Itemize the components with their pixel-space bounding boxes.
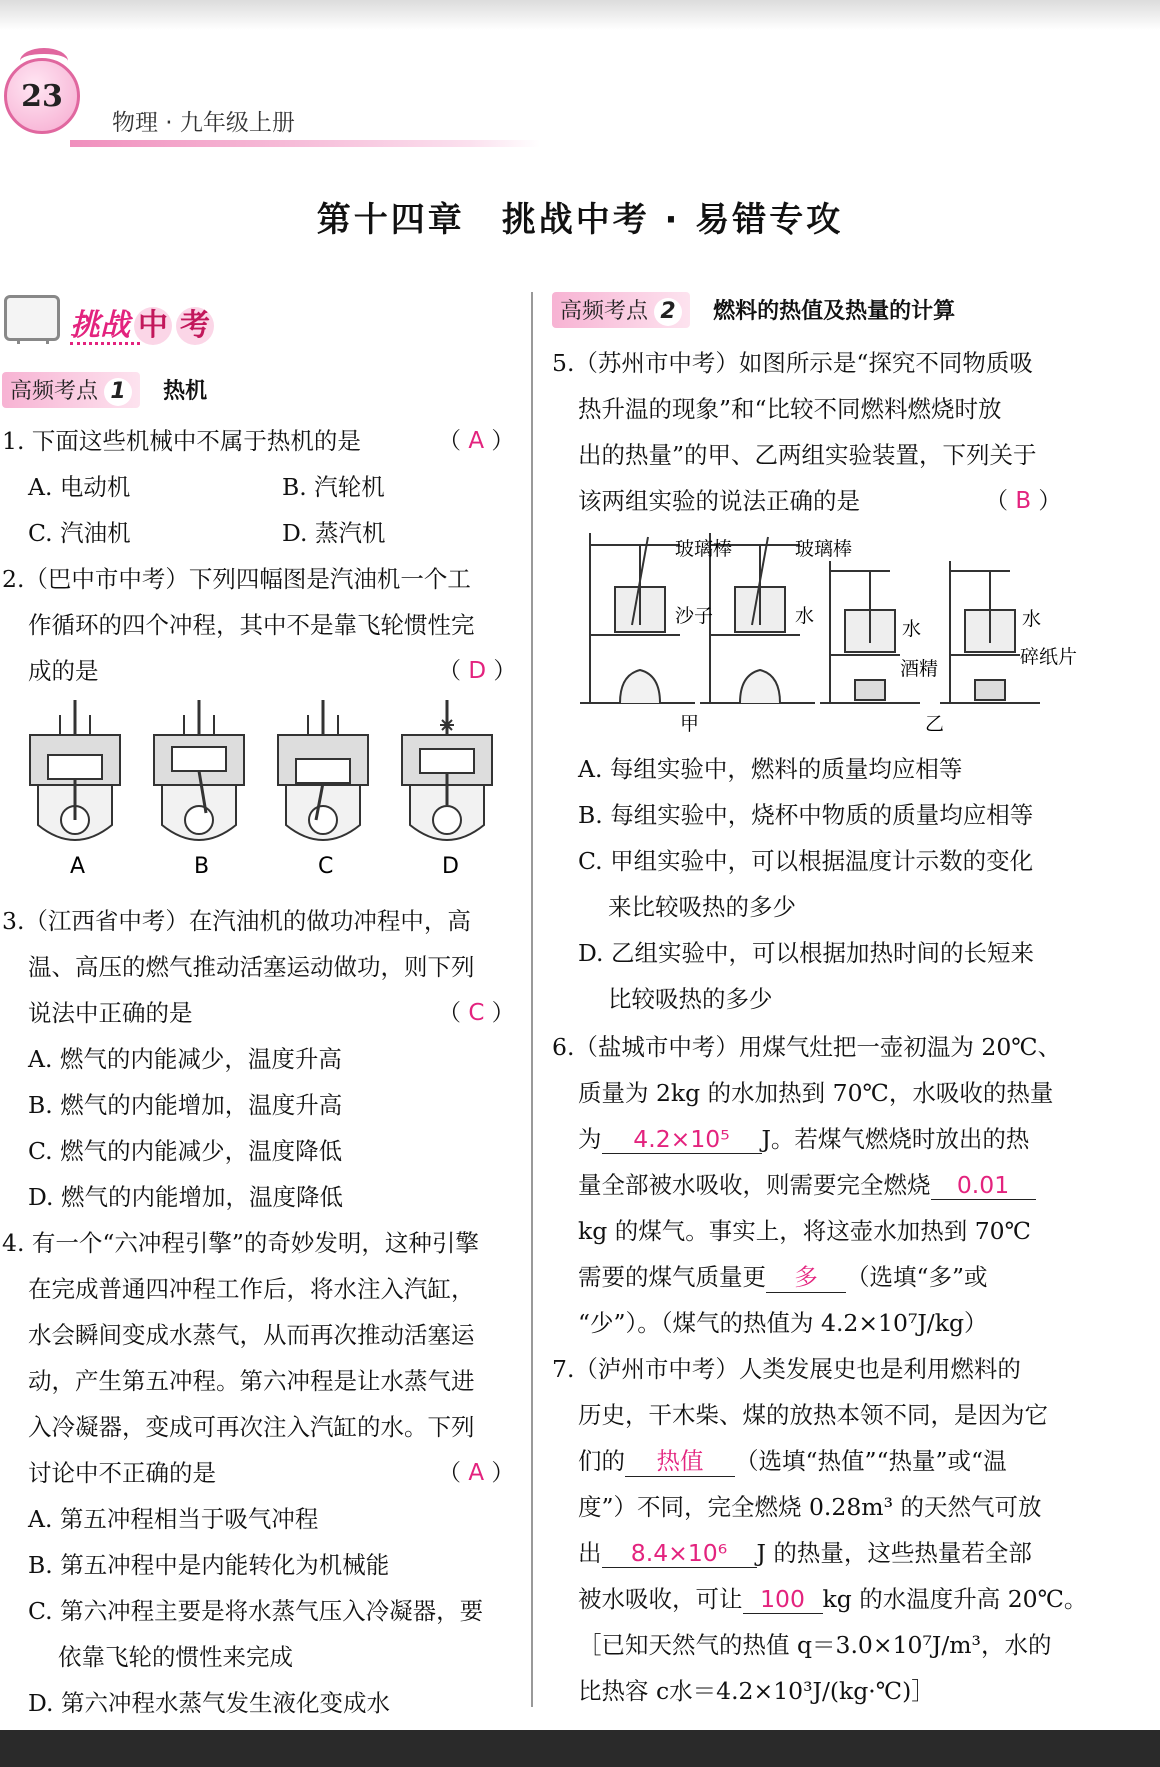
q4-option-c: C. 第六冲程主要是将水蒸气压入冷凝器，要 [28, 1597, 484, 1625]
q3-line-1: 3.（江西省中考）在汽油机的做功冲程中，高 [2, 907, 471, 935]
header-rule [70, 140, 540, 147]
q7-line-5 [578, 1534, 1032, 1568]
q6-line-2: 质量为 2kg 的水加热到 70℃，水吸收的热量 [578, 1079, 1054, 1107]
engine-a [30, 700, 120, 840]
column-divider [531, 292, 533, 1707]
q4-line-6: 讨论中不正确的是 [28, 1459, 216, 1487]
q5-option-d: D. 乙组实验中，可以根据加热时间的长短来 [578, 939, 1034, 967]
label-group-yi: 乙 [925, 713, 945, 735]
page-number-badge [4, 58, 80, 134]
q7-line-3-post: （选填“热值”“热量”或“温 [735, 1447, 1007, 1475]
q4-option-b: B. 第五冲程中是内能转化为机械能 [28, 1551, 390, 1579]
q7-line-3-pre: 们的 [578, 1447, 625, 1475]
label-water-2: 水 [902, 618, 922, 640]
q2-line-3: 成的是 [28, 657, 99, 685]
q1-option-a: A. 电动机 [28, 473, 131, 501]
q6-blank-3: 多 [766, 1258, 846, 1293]
engine-label-d: D [442, 854, 459, 879]
q3-option-b: B. 燃气的内能增加，温度升高 [28, 1091, 343, 1119]
q6-line-3 [578, 1120, 1029, 1154]
q7-blank-2: 8.4×10⁶ [602, 1539, 757, 1568]
label-rod-2: 玻璃棒 [795, 538, 853, 560]
q2-line-1: 2.（巴中市中考）下列四幅图是汽油机一个工 [2, 565, 471, 593]
q3-answer: C [468, 1000, 485, 1026]
q1-option-b: B. 汽轮机 [282, 473, 385, 501]
q3-option-c: C. 燃气的内能减少，温度降低 [28, 1137, 343, 1165]
q7-line-2: 历史，干木柴、煤的放热本领不同，是因为它 [578, 1401, 1048, 1429]
q5-answer: B [1015, 488, 1032, 514]
q6-line-6-pre: 需要的煤气质量更 [578, 1263, 766, 1291]
q5-option-a: A. 每组实验中，燃料的质量均应相等 [578, 755, 963, 783]
q6-line-4-pre: 量全部被水吸收，则需要完全燃烧 [578, 1171, 931, 1199]
q4-option-c-cont: 依靠飞轮的惯性来完成 [58, 1643, 293, 1671]
q7-line-6-pre: 被水吸收，可让 [578, 1585, 743, 1613]
book-title: 物理 · 九年级上册 [112, 110, 295, 136]
challenge-part1: 挑战 [70, 308, 130, 343]
q3-option-a: A. 燃气的内能减少，温度升高 [28, 1045, 342, 1073]
q5-option-c-cont: 来比较吸热的多少 [608, 893, 796, 921]
chapter-title: 第十四章 挑战中考 · 易错专攻 [316, 200, 844, 240]
engine-label-b: B [194, 854, 210, 879]
engine-d [402, 700, 492, 840]
q5-line-4: 该两组实验的说法正确的是 [578, 487, 860, 515]
q3-answer-bracket: （ C ） [438, 1000, 515, 1026]
q5-option-d-cont: 比较吸热的多少 [608, 985, 773, 1013]
q5-line-3: 出的热量”的甲、乙两组实验装置，下列关于 [578, 441, 1037, 469]
q5-answer-bracket: （ B ） [985, 488, 1062, 514]
engine-b [154, 700, 244, 840]
q4-option-a: A. 第五冲程相当于吸气冲程 [28, 1505, 319, 1533]
q5-line-2: 热升温的现象”和“比较不同燃料燃烧时放 [578, 395, 1002, 423]
kp2-topic: 燃料的热值及热量的计算 [713, 299, 956, 324]
q4-line-3: 水会瞬间变成水蒸气，从而再次推动活塞运 [28, 1321, 475, 1349]
q7-line-7: ［已知天然气的热值 q＝3.0×10⁷J/m³，水的 [578, 1631, 1052, 1659]
q6-line-3-post: J。若煤气燃烧时放出的热 [761, 1125, 1030, 1153]
q6-line-1: 6.（盐城市中考）用煤气灶把一壶初温为 20℃、 [552, 1033, 1062, 1061]
q3-line-3: 说法中正确的是 [28, 999, 193, 1027]
q7-blank-1: 热值 [625, 1442, 735, 1477]
heating-apparatus-figure [580, 525, 1078, 735]
q6-line-6 [578, 1258, 988, 1293]
kp2-label: 高频考点 [560, 299, 649, 324]
q7-line-1: 7.（泸州市中考）人类发展史也是利用燃料的 [552, 1355, 1021, 1383]
q2-answer: D [468, 658, 487, 684]
dotted-underline [70, 342, 140, 345]
q3-option-d: D. 燃气的内能增加，温度降低 [28, 1183, 343, 1211]
challenge-part3: 考 [176, 307, 214, 345]
top-shadow [0, 0, 1160, 30]
challenge-part2: 中 [134, 307, 172, 345]
q7-line-4: 度”）不同，完全燃烧 0.28m³ 的天然气可放 [578, 1493, 1042, 1521]
engine-strokes-figure [20, 695, 500, 895]
label-water-3: 水 [1022, 608, 1042, 630]
q4-line-5: 入冷凝器，变成可再次注入汽缸的水。下列 [28, 1413, 475, 1441]
q7-line-6-post: kg 的水温度升高 20℃。 [822, 1585, 1088, 1613]
knowledge-point-1 [2, 372, 207, 408]
q6-line-7: “少”）。（煤气的热值为 4.2×10⁷J/kg） [578, 1309, 988, 1337]
challenge-heading [70, 300, 214, 345]
q1-stem: 1. 下面这些机械中不属于热机的是 [2, 427, 361, 455]
q4-answer-bracket: （ A ） [438, 1460, 515, 1486]
q4-line-4: 动，产生第五冲程。第六冲程是让水蒸气进 [28, 1367, 475, 1395]
q6-blank-2: 0.01 [931, 1171, 1036, 1200]
q4-line-1: 4. 有一个“六冲程引擎”的奇妙发明，这种引擎 [2, 1229, 479, 1257]
q4-line-2: 在完成普通四冲程工作后，将水注入汽缸， [28, 1275, 475, 1303]
q2-line-2: 作循环的四个冲程，其中不是靠飞轮惯性完 [28, 611, 475, 639]
kp1-topic: 热机 [163, 379, 208, 404]
q7-line-5-pre: 出 [578, 1539, 602, 1567]
label-alcohol: 酒精 [900, 658, 939, 680]
page-number: 23 [21, 78, 63, 114]
q6-line-6-post: （选填“多”或 [846, 1263, 988, 1291]
label-paper: 碎纸片 [1020, 646, 1078, 668]
q5-line-1: 5.（苏州市中考）如图所示是“探究不同物质吸 [552, 349, 1033, 377]
label-water-1: 水 [795, 605, 815, 627]
q7-line-5-post: J 的热量，这些热量若全部 [756, 1539, 1032, 1567]
q5-option-b: B. 每组实验中，烧杯中物质的质量均应相等 [578, 801, 1034, 829]
q6-blank-1: 4.2×10⁵ [602, 1125, 762, 1154]
q7-line-3 [578, 1442, 1007, 1477]
label-group-jia: 甲 [680, 713, 700, 735]
q5-option-c: C. 甲组实验中，可以根据温度计示数的变化 [578, 847, 1034, 875]
q1-option-d: D. 蒸汽机 [282, 519, 386, 547]
engine-c [278, 700, 368, 840]
kp1-label: 高频考点 [10, 379, 99, 404]
q6-line-3-pre: 为 [578, 1125, 602, 1153]
q1-answer: A [468, 428, 485, 454]
engine-label-a: A [70, 854, 86, 879]
q1-answer-bracket: （ A ） [438, 428, 515, 454]
q7-line-8: 比热容 c水＝4.2×10³J/(kg·℃)］ [578, 1677, 935, 1705]
q7-line-6 [578, 1580, 1087, 1614]
q4-option-d: D. 第六冲程水蒸气发生液化变成水 [28, 1689, 390, 1717]
knowledge-point-2 [552, 292, 955, 328]
kp2-label-box [552, 292, 690, 328]
tv-icon [4, 295, 60, 341]
q2-answer-bracket: （ D ） [438, 658, 517, 684]
q6-line-4 [578, 1166, 1036, 1200]
q3-line-2: 温、高压的燃气推动活塞运动做功，则下列 [28, 953, 475, 981]
q7-blank-3: 100 [743, 1585, 823, 1614]
label-rod-1: 玻璃棒 [675, 538, 733, 560]
engine-label-c: C [318, 854, 334, 879]
q4-answer: A [468, 1460, 485, 1486]
label-sand: 沙子 [675, 605, 714, 627]
kp1-label-box [2, 372, 140, 408]
q6-line-5: kg 的煤气。事实上，将这壶水加热到 70℃ [578, 1217, 1031, 1245]
kp1-number: 1 [104, 378, 132, 406]
q1-option-c: C. 汽油机 [28, 519, 131, 547]
kp2-number: 2 [654, 298, 682, 326]
